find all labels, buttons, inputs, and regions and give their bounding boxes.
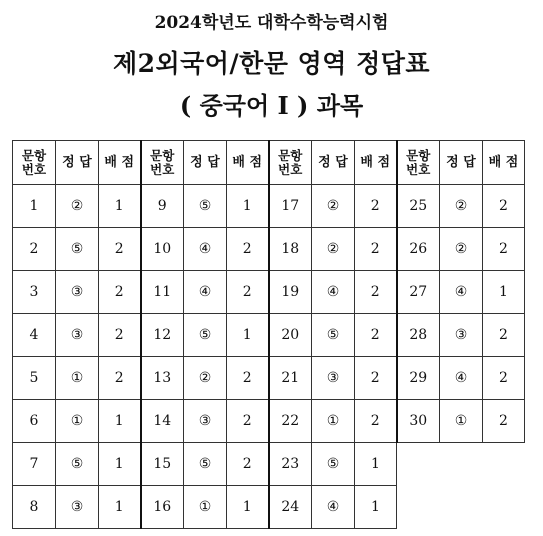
exam-year-title: 2024학년도 대학수학능력시험 xyxy=(154,13,389,33)
item-answer: ① xyxy=(440,400,483,443)
page-title: 제2외국어/한문 영역 정답표 xyxy=(112,49,431,78)
item-answer: ④ xyxy=(312,271,355,314)
item-score: 1 xyxy=(99,400,141,443)
table-row xyxy=(13,271,525,314)
item-score: 2 xyxy=(227,400,269,443)
item-number: 25 xyxy=(397,185,440,228)
item-number: 12 xyxy=(141,314,184,357)
item-number: 8 xyxy=(13,486,56,529)
item-answer: ② xyxy=(440,185,483,228)
table-row xyxy=(13,185,525,228)
item-answer: ④ xyxy=(184,271,227,314)
table-row xyxy=(13,357,525,400)
item-score: 2 xyxy=(99,228,141,271)
item-number: 11 xyxy=(141,271,184,314)
header-answer: 정 답 xyxy=(440,141,483,185)
header-answer: 정 답 xyxy=(312,141,355,185)
item-number: 6 xyxy=(13,400,56,443)
item-number: 5 xyxy=(13,357,56,400)
item-answer: ② xyxy=(56,185,99,228)
item-score: 1 xyxy=(483,271,525,314)
item-score: 1 xyxy=(99,486,141,529)
item-answer: ③ xyxy=(440,314,483,357)
item-number: 2 xyxy=(13,228,56,271)
item-number: 1 xyxy=(13,185,56,228)
item-number: 17 xyxy=(269,185,312,228)
item-score: 2 xyxy=(483,228,525,271)
item-number: 21 xyxy=(269,357,312,400)
header-answer: 정 답 xyxy=(56,141,99,185)
item-number: 14 xyxy=(141,400,184,443)
item-number: 30 xyxy=(397,400,440,443)
item-score: 2 xyxy=(355,228,397,271)
item-score: 2 xyxy=(483,357,525,400)
item-score: 2 xyxy=(227,271,269,314)
item-score: 1 xyxy=(227,185,269,228)
item-answer: ⑤ xyxy=(184,314,227,357)
item-answer: ⑤ xyxy=(312,314,355,357)
item-answer: ③ xyxy=(184,400,227,443)
table-row xyxy=(13,314,525,357)
item-answer: ④ xyxy=(312,486,355,529)
item-answer: ② xyxy=(312,228,355,271)
item-score: 2 xyxy=(227,228,269,271)
item-answer: ⑤ xyxy=(56,443,99,486)
item-score: 1 xyxy=(355,486,397,529)
item-answer: ② xyxy=(440,228,483,271)
header-score: 배 점 xyxy=(227,141,269,185)
item-score: 2 xyxy=(99,271,141,314)
item-answer: ② xyxy=(312,185,355,228)
item-answer: ⑤ xyxy=(184,443,227,486)
header-answer: 정 답 xyxy=(184,141,227,185)
item-score: 2 xyxy=(355,185,397,228)
item-answer: ⑤ xyxy=(312,443,355,486)
item-answer: ② xyxy=(184,357,227,400)
item-score: 1 xyxy=(99,443,141,486)
item-answer: ⑤ xyxy=(56,228,99,271)
answer-table xyxy=(12,140,525,529)
item-number: 18 xyxy=(269,228,312,271)
item-answer: ① xyxy=(312,400,355,443)
item-number: 29 xyxy=(397,357,440,400)
item-number: 26 xyxy=(397,228,440,271)
item-number: 10 xyxy=(141,228,184,271)
item-answer: ④ xyxy=(184,228,227,271)
item-score: 2 xyxy=(99,357,141,400)
item-score: 2 xyxy=(355,271,397,314)
item-number: 28 xyxy=(397,314,440,357)
item-number: 22 xyxy=(269,400,312,443)
item-answer: ④ xyxy=(440,357,483,400)
item-number: 24 xyxy=(269,486,312,529)
table-row xyxy=(13,400,525,443)
item-score: 1 xyxy=(227,486,269,529)
item-score: 2 xyxy=(227,357,269,400)
header-row xyxy=(13,141,525,185)
item-number: 16 xyxy=(141,486,184,529)
item-number: 27 xyxy=(397,271,440,314)
header-score: 배 점 xyxy=(99,141,141,185)
item-score: 2 xyxy=(227,443,269,486)
item-number: 7 xyxy=(13,443,56,486)
item-score: 2 xyxy=(483,185,525,228)
item-score: 2 xyxy=(483,400,525,443)
item-score: 1 xyxy=(227,314,269,357)
empty-cell xyxy=(397,443,525,486)
item-answer: ③ xyxy=(56,314,99,357)
item-answer: ③ xyxy=(56,486,99,529)
header-number: 문항 번호 xyxy=(141,141,184,185)
item-score: 2 xyxy=(355,314,397,357)
item-score: 2 xyxy=(355,400,397,443)
item-score: 2 xyxy=(483,314,525,357)
header-number: 문항 번호 xyxy=(269,141,312,185)
header-score: 배 점 xyxy=(355,141,397,185)
table-row xyxy=(13,228,525,271)
item-number: 13 xyxy=(141,357,184,400)
item-score: 1 xyxy=(355,443,397,486)
item-answer: ③ xyxy=(56,271,99,314)
item-number: 9 xyxy=(141,185,184,228)
item-answer: ① xyxy=(56,400,99,443)
item-number: 23 xyxy=(269,443,312,486)
item-answer: ⑤ xyxy=(184,185,227,228)
item-answer: ③ xyxy=(312,357,355,400)
item-number: 3 xyxy=(13,271,56,314)
subject-title: ( 중국어 I ) 과목 xyxy=(179,91,364,120)
item-answer: ① xyxy=(56,357,99,400)
header-number: 문항 번호 xyxy=(397,141,440,185)
table-row xyxy=(13,443,525,486)
table-row xyxy=(13,486,525,529)
header-score: 배 점 xyxy=(483,141,525,185)
item-number: 20 xyxy=(269,314,312,357)
item-score: 2 xyxy=(99,314,141,357)
item-score: 2 xyxy=(355,357,397,400)
header-number: 문항 번호 xyxy=(13,141,56,185)
item-number: 19 xyxy=(269,271,312,314)
empty-cell xyxy=(397,486,525,529)
item-number: 4 xyxy=(13,314,56,357)
item-score: 1 xyxy=(99,185,141,228)
item-answer: ① xyxy=(184,486,227,529)
item-number: 15 xyxy=(141,443,184,486)
item-answer: ④ xyxy=(440,271,483,314)
